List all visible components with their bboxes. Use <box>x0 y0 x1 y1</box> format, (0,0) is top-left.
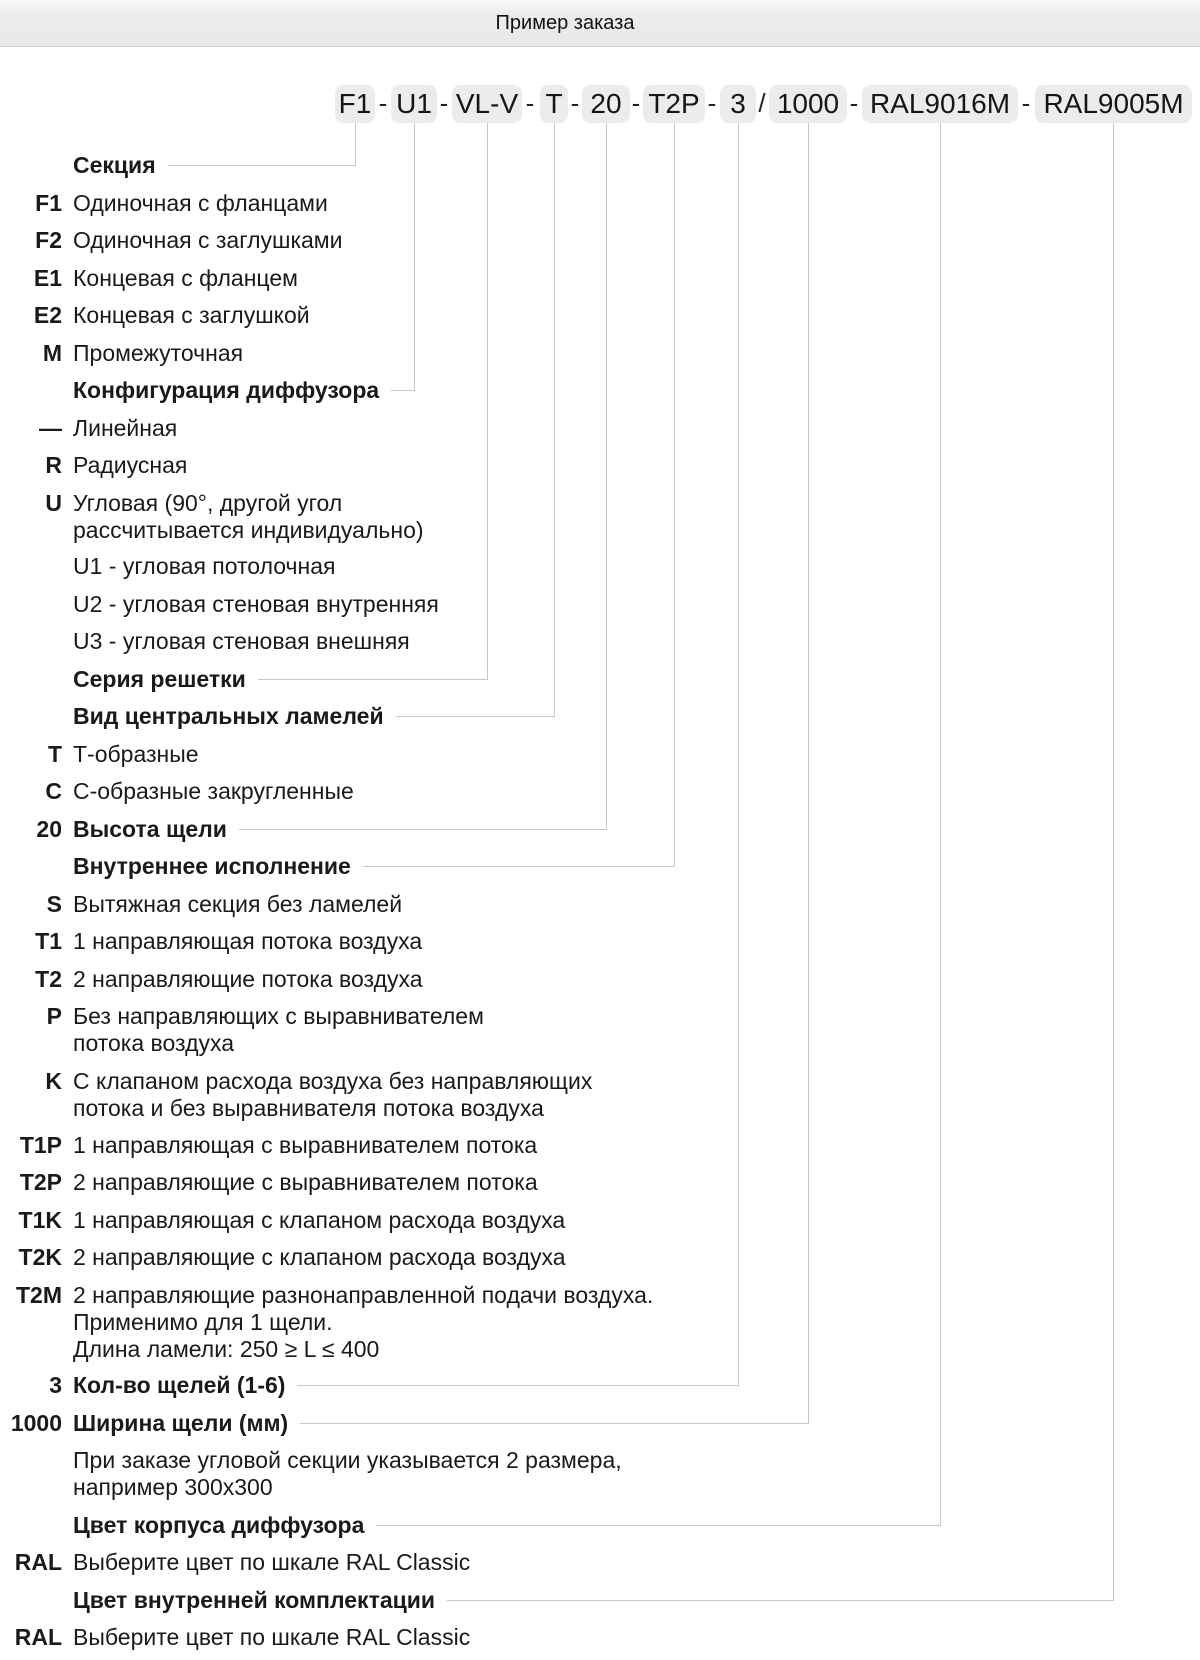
text-line: Промежуточная <box>73 340 244 366</box>
code-item-row <box>0 1207 565 1234</box>
text-line: Выберите цвет по шкале RAL Classic <box>73 1624 471 1650</box>
item-description <box>73 1244 566 1271</box>
item-description <box>73 1169 538 1196</box>
text-line: С клапаном расхода воздуха без направляющих <box>73 1068 593 1094</box>
item-description <box>73 302 310 329</box>
page-header <box>0 0 1200 47</box>
order-code-segment: 1000 <box>769 85 847 123</box>
order-code-separator: - <box>1021 88 1031 118</box>
section-header-row <box>0 853 675 880</box>
code-item-row <box>0 1169 538 1196</box>
order-code-separator: / <box>758 88 766 118</box>
section-header-row <box>0 816 607 843</box>
text-line: При заказе угловой секции указывается 2 размера, <box>73 1447 622 1473</box>
order-code-segment: 3 <box>720 85 756 123</box>
item-code: U <box>45 490 62 516</box>
item-description <box>73 891 402 918</box>
order-code-segment: T2P <box>643 85 705 123</box>
text-line: Одиночная с заглушками <box>73 227 343 253</box>
text-line: 1 направляющая с клапаном расхода воздуха <box>73 1207 566 1233</box>
section-label: Ширина щели (мм) <box>73 1410 289 1436</box>
item-description <box>73 1624 470 1651</box>
item-description <box>73 490 424 544</box>
item-code: T1 <box>35 928 62 954</box>
item-code: M <box>42 340 62 366</box>
order-code-segment: RAL9005M <box>1035 85 1192 123</box>
text-line: 2 направляющие потока воздуха <box>73 966 423 992</box>
item-code: F1 <box>35 190 62 216</box>
item-code: 20 <box>36 816 62 842</box>
item-code: C <box>45 778 62 804</box>
text-line: Концевая с фланцем <box>73 265 298 291</box>
text-line: 2 направляющие разнонаправленной подачи воздуха. <box>73 1282 654 1308</box>
code-item-row <box>0 741 199 768</box>
item-description <box>73 452 187 479</box>
code-item-row <box>0 966 423 993</box>
item-description <box>73 1207 565 1234</box>
connector-line-vertical <box>674 123 675 867</box>
text-line: Концевая с заглушкой <box>73 302 310 328</box>
item-description <box>73 966 423 993</box>
text-line: рассчитывается индивидуально) <box>73 517 424 543</box>
item-code: RAL <box>14 1549 62 1575</box>
connector-line-vertical <box>554 123 555 717</box>
text-line: Т-образные <box>73 741 199 767</box>
note-text <box>73 1447 622 1501</box>
connector-line-vertical <box>606 123 607 830</box>
section-label: Высота щели <box>73 816 227 842</box>
order-code-separator: - <box>570 88 580 118</box>
item-code: RAL <box>14 1624 62 1650</box>
order-code-segment: F1 <box>335 85 375 123</box>
item-code: T <box>47 741 62 767</box>
text-line: 2 направляющие с клапаном расхода воздуха <box>73 1244 566 1270</box>
item-description <box>73 928 422 955</box>
order-code-separator: - <box>525 88 535 118</box>
item-code: 1000 <box>10 1410 62 1436</box>
section-header-row <box>0 703 555 730</box>
item-description <box>73 190 328 217</box>
order-code-separator: - <box>439 88 449 118</box>
code-item-row <box>0 1624 470 1651</box>
text-line: потока воздуха <box>73 1030 235 1056</box>
code-item-row <box>0 553 336 580</box>
connector-line-horizontal <box>258 679 488 680</box>
item-description <box>73 1549 470 1576</box>
item-code: T2 <box>35 966 62 992</box>
code-item-row <box>0 591 439 618</box>
section-label: Конфигурация диффузора <box>73 377 380 403</box>
item-code: P <box>46 1003 62 1029</box>
item-code: T1K <box>18 1207 62 1233</box>
page-title: Пример заказа <box>495 11 635 34</box>
order-code-segment: RAL9016M <box>862 85 1018 123</box>
section-header-row <box>0 1512 941 1539</box>
item-code: F2 <box>35 227 62 253</box>
text-line: С-образные закругленные <box>73 778 354 804</box>
item-description <box>73 340 243 367</box>
text-line: U2 - угловая стеновая внутренняя <box>73 591 439 617</box>
item-code: T2M <box>16 1282 62 1308</box>
connector-line-horizontal <box>300 1423 809 1424</box>
code-item-row <box>0 190 328 217</box>
text-line: 2 направляющие с выравнивателем потока <box>73 1169 538 1195</box>
section-header-row <box>0 1372 739 1399</box>
order-code-separator: - <box>378 88 388 118</box>
text-line: Применимо для 1 щели. <box>73 1309 333 1335</box>
text-line: 1 направляющая потока воздуха <box>73 928 423 954</box>
order-code-separator: - <box>707 88 717 118</box>
connector-line-horizontal <box>239 829 607 830</box>
item-description <box>73 415 177 442</box>
item-code: S <box>46 891 62 917</box>
code-item-row <box>0 1282 653 1363</box>
section-header-row <box>0 1410 809 1437</box>
connector-line-horizontal <box>391 390 415 391</box>
connector-line-vertical <box>738 123 739 1386</box>
connector-line-vertical <box>487 123 488 680</box>
connector-line-horizontal <box>168 165 356 166</box>
section-label: Кол-во щелей (1-6) <box>73 1372 286 1398</box>
item-code: T2K <box>18 1244 62 1270</box>
item-description <box>73 778 354 805</box>
item-code: T2P <box>19 1169 62 1195</box>
item-description <box>73 1282 653 1363</box>
connector-line-vertical <box>414 123 415 391</box>
section-label: Серия решетки <box>73 666 246 692</box>
text-line: Длина ламели: 250 ≥ L ≤ 400 <box>73 1336 380 1362</box>
section-label: Вид центральных ламелей <box>73 703 384 729</box>
item-code: 3 <box>49 1372 62 1398</box>
item-code: R <box>45 452 62 478</box>
order-code-segment: VL-V <box>452 85 522 123</box>
order-code-segment: U1 <box>391 85 437 123</box>
code-item-row <box>0 1068 592 1122</box>
section-label: Секция <box>73 152 156 178</box>
code-item-row <box>0 928 422 955</box>
connector-line-vertical <box>1113 123 1114 1601</box>
connector-line-vertical <box>940 123 941 1526</box>
order-code-segment: 20 <box>582 85 630 123</box>
text-line: Угловая (90°, другой угол <box>73 490 343 516</box>
code-item-row <box>0 1132 537 1159</box>
connector-line-horizontal <box>396 716 555 717</box>
code-item-row <box>0 302 310 329</box>
section-label: Внутреннее исполнение <box>73 853 351 879</box>
connector-line-vertical <box>808 123 809 1424</box>
order-code-separator: - <box>849 88 859 118</box>
code-item-row <box>0 340 243 367</box>
connector-line-horizontal <box>363 866 675 867</box>
text-line: U1 - угловая потолочная <box>73 553 336 579</box>
connector-line-horizontal <box>297 1385 739 1386</box>
text-line: Одиночная с фланцами <box>73 190 328 216</box>
connector-line-horizontal <box>447 1600 1114 1601</box>
text-line: Линейная <box>73 415 178 441</box>
section-label: Цвет внутренней комплектации <box>73 1587 436 1613</box>
note-row <box>0 1447 622 1501</box>
section-label: Цвет корпуса диффузора <box>73 1512 365 1538</box>
item-description <box>73 1132 537 1159</box>
section-header-row <box>0 1587 1114 1614</box>
item-description <box>73 591 439 618</box>
item-code: E1 <box>33 265 62 291</box>
code-item-row <box>0 891 402 918</box>
code-item-row <box>0 1549 470 1576</box>
item-description <box>73 227 342 254</box>
item-description <box>73 1003 484 1057</box>
item-code: K <box>45 1068 62 1094</box>
item-code: T1P <box>19 1132 62 1158</box>
text-line: Без направляющих с выравнивателем <box>73 1003 484 1029</box>
code-item-row <box>0 415 177 442</box>
code-item-row <box>0 265 298 292</box>
code-item-row <box>0 1244 566 1271</box>
section-header-row <box>0 152 356 179</box>
code-item-row <box>0 490 424 544</box>
code-item-row <box>0 628 410 655</box>
item-code: E2 <box>33 302 62 328</box>
text-line: Вытяжная секция без ламелей <box>73 891 403 917</box>
order-code-segment: T <box>540 85 568 123</box>
text-line: Радиусная <box>73 452 188 478</box>
section-header-row <box>0 666 488 693</box>
order-code-separator: - <box>631 88 641 118</box>
code-item-row <box>0 778 354 805</box>
text-line: например 300x300 <box>73 1474 273 1500</box>
item-description <box>73 1068 592 1122</box>
text-line: 1 направляющая с выравнивателем потока <box>73 1132 538 1158</box>
text-line: U3 - угловая стеновая внешняя <box>73 628 410 654</box>
connector-line-horizontal <box>376 1525 941 1526</box>
code-item-row <box>0 452 187 479</box>
item-description <box>73 628 410 655</box>
code-item-row <box>0 227 342 254</box>
code-item-row <box>0 1003 484 1057</box>
item-description <box>73 265 298 292</box>
text-line: Выберите цвет по шкале RAL Classic <box>73 1549 471 1575</box>
item-description <box>73 741 199 768</box>
section-header-row <box>0 377 415 404</box>
item-description <box>73 553 336 580</box>
text-line: потока и без выравнивателя потока воздуха <box>73 1095 544 1121</box>
item-code: — <box>39 415 62 441</box>
